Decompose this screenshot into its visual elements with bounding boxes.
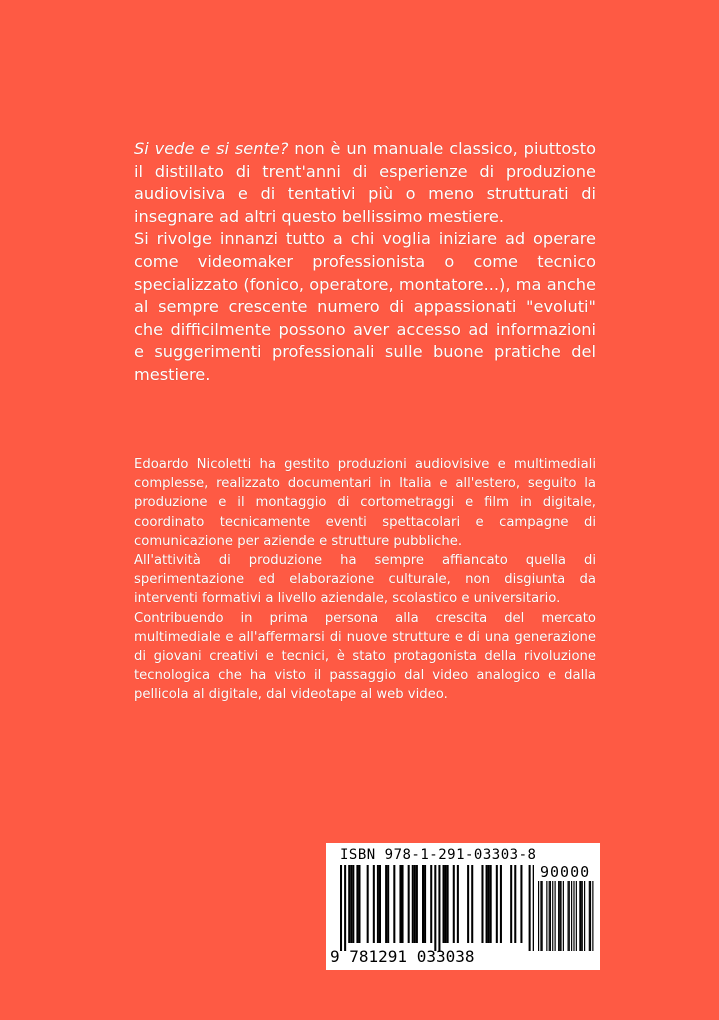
addon-bar [580, 881, 581, 951]
barcode-bar [412, 865, 414, 943]
barcode-bar [348, 865, 350, 943]
barcode-bar [443, 865, 445, 943]
barcode-bar [356, 865, 358, 943]
description-lead-text: non è un manuale classico, piuttosto il distillato di trent'anni di esperienze di produzione audiovisiva e di tentativi più o meno strutturati di insegnare ad altri questo bellissimo mestiere. [134, 139, 596, 226]
addon-bar [568, 881, 569, 951]
barcode-bar [471, 865, 473, 943]
barcode-bar [500, 865, 502, 943]
addon-bar [584, 881, 585, 951]
addon-bar [576, 881, 577, 951]
addon-bar [582, 881, 583, 951]
addon-bar [549, 881, 550, 951]
barcode-bar [373, 865, 375, 943]
addon-bar [571, 881, 572, 951]
description-paragraph-1 [134, 138, 596, 228]
addon-bar [558, 881, 559, 951]
barcode-bar [467, 865, 469, 943]
barcode-bar [453, 865, 455, 943]
barcode-bar [445, 865, 447, 943]
barcode-bar [447, 865, 449, 943]
barcode-bar [514, 865, 516, 943]
isbn-barcode [326, 843, 600, 970]
isbn-number: ISBN 978-1-291-03303-8 [340, 847, 537, 863]
addon-bar [542, 881, 543, 951]
addon-bar [589, 881, 590, 951]
bio-paragraph-2: All'attività di produzione ha sempre affiancato quella di sperimentazione ed elaborazione culturale, non disgiunta da interventi formativi a livello aziendale, scolastico e universitario. [134, 553, 596, 607]
barcode-bar [387, 865, 389, 943]
addon-bar [550, 881, 551, 951]
barcode-bar [533, 865, 534, 951]
addon-bar [559, 881, 560, 951]
addon-code: 90000 [540, 863, 591, 881]
barcode-bar [490, 865, 492, 943]
barcode-bar [402, 865, 404, 943]
barcode-bar [350, 865, 352, 943]
barcode-bar [434, 865, 436, 951]
addon-bar [538, 881, 539, 951]
barcode-bar [424, 865, 426, 943]
barcode-bar [377, 865, 379, 943]
addon-bar [560, 881, 561, 951]
addon-bar [563, 881, 564, 951]
addon-bar [590, 881, 591, 951]
barcode-bar [416, 865, 418, 943]
barcode-bar [399, 865, 401, 943]
barcode-bar [430, 865, 432, 943]
barcode-bar [422, 865, 424, 943]
barcode-bar [408, 865, 410, 943]
author-bio-block [134, 455, 596, 705]
barcode-bar [340, 865, 342, 951]
barcode-bar [379, 865, 381, 943]
barcode-bar [438, 865, 440, 951]
barcode-bar [393, 865, 395, 943]
bio-paragraph-1: Edoardo Nicoletti ha gestito produzioni audiovisive e multimediali complesse, realizzato documentari in Italia e all'estero, seguito la produzione e il montaggio di cortometraggi e film in digitale, coordinato tecnicamente eventi spettacolari e campagne di comunicazione per aziende e strutture pubbliche. [134, 457, 596, 549]
addon-bar [592, 881, 593, 951]
addon-bar [546, 881, 547, 951]
barcode-bar [344, 865, 346, 951]
addon-bar [579, 881, 580, 951]
addon-bar [573, 881, 574, 951]
barcode-bar [529, 865, 531, 951]
barcode-bar [520, 865, 522, 943]
barcode-bar [367, 865, 369, 943]
book-title-italic: Si vede e si sente? [134, 139, 289, 158]
description-block [134, 138, 596, 387]
description-paragraph-2: Si rivolge innanzi tutto a chi voglia iniziare ad operare come videomaker professionista o come tecnico specializzato (fonico, operatore, montatore...), ma anche al sempre crescente numero di appassionati "evoluti" che difficilmente possono aver accesso ad informazioni e suggerimenti professionali sulle buone pratiche del mestiere. [134, 229, 596, 384]
bio-paragraph-3: Contribuendo in prima persona alla crescita del mercato multimediale e all'affermarsi di nuove strutture e di una generazione di giovani creativi e tecnici, è stato protagonista della rivoluzione tecnologica che ha visto il passaggio dal video analogico e dalla pellicola al digitale, dal videotape al web video. [134, 610, 596, 703]
barcode-bar [488, 865, 490, 943]
barcode-bar [496, 865, 498, 943]
barcode-bar [385, 865, 387, 943]
barcode-bar [414, 865, 416, 943]
addon-bar [540, 881, 541, 951]
addon-barcode-bars [538, 881, 594, 951]
addon-bar [555, 881, 556, 951]
barcode-bar [486, 865, 488, 943]
barcode-bar [510, 865, 512, 943]
barcode-bar [457, 865, 459, 943]
addon-bar [569, 881, 570, 951]
ean13-barcode-bars [338, 865, 534, 951]
ean-digits: 9 781291 033038 [330, 947, 475, 966]
barcode-bar [481, 865, 483, 943]
barcode-bar [358, 865, 360, 943]
barcode-bar [352, 865, 354, 943]
addon-bar [552, 881, 553, 951]
